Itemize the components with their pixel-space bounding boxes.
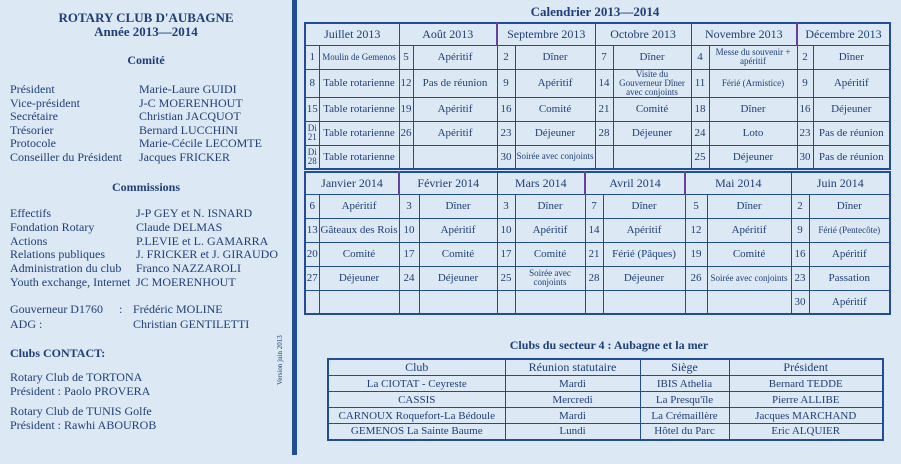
day-number: 25 xyxy=(691,145,709,169)
commission-role: Actions xyxy=(10,233,48,248)
day-number: 5 xyxy=(685,194,707,218)
day-number: 11 xyxy=(691,69,709,97)
comite-name: Marie-Laure GUIDI xyxy=(139,82,237,96)
event-cell: Passation xyxy=(809,266,890,290)
event-cell: Messe du souvenir + apéritif xyxy=(709,45,797,69)
event-cell: Déjeuner xyxy=(613,121,691,145)
club-cell: La Crémaillère xyxy=(640,408,729,424)
event-cell: Table rotarienne xyxy=(319,97,399,121)
info-panel: ROTARY CLUB D'AUBAGNE Année 2013—2014 Comité Président Marie-Laure GUIDI Vice-président J-C MOERENHOUT Secrétaire Christian JACQUOT Trésorier Bernard LUCCHINI Protocole Marie-Cécile LECOMTE Conseiller du Président Jacques FRICKER Commissions Effectifs J-P GEY et N. ISNARD Fondation Rotary Claude DELMAS Actions P.LEVIE et L. GAMARRA Relations publiques J. FRICKER et J. GIRAUDO Administration du club Franco NAZZAROLI Youth exchange, Internet JC MOERENHOUT Gouverneur D1760 : Frédéric MOLINE ADG : Christian GENTILETTI Clubs CONTACT: Rotary Club de TORTONA Président : Paolo PROVERA Rotary Club de TUNIS Golfe Président : Rawhi ABOUROB Version juin 2013 xyxy=(0,0,292,464)
club-row xyxy=(328,424,883,440)
event-cell: Comité xyxy=(515,242,585,266)
event-cell: Déjeuner xyxy=(603,266,685,290)
calendar-title: Calendrier 2013—2014 xyxy=(530,4,660,19)
month-header: Novembre 2013 xyxy=(691,23,797,45)
club-cell: IBIS Athelia xyxy=(640,376,729,392)
month-header: Août 2013 xyxy=(399,23,497,45)
month-header: Avril 2014 xyxy=(585,172,685,194)
day-number: 28 xyxy=(585,266,603,290)
day-number: 4 xyxy=(691,45,709,69)
clubs-header-cell: Président xyxy=(729,359,883,376)
day-number xyxy=(595,145,613,169)
day-number: 9 xyxy=(497,69,515,97)
day-number xyxy=(685,290,707,314)
day-number: 2 xyxy=(791,194,809,218)
event-cell: Déjeuner xyxy=(319,266,399,290)
day-number: 14 xyxy=(595,69,613,97)
month-header: Mars 2014 xyxy=(497,172,585,194)
event-cell: Apéritif xyxy=(603,218,685,242)
commission-name: P.LEVIE et L. GAMARRA xyxy=(136,233,269,248)
clubs-title: Clubs du secteur 4 : Aubagne et la mer xyxy=(509,338,709,352)
event-cell xyxy=(603,290,685,314)
day-number: 17 xyxy=(399,242,419,266)
day-number: 9 xyxy=(791,218,809,242)
day-number: 2 xyxy=(497,45,515,69)
day-number: Di 28 xyxy=(305,145,319,169)
commission-role: Administration du club xyxy=(10,261,122,276)
day-number xyxy=(497,290,515,314)
day-number: 16 xyxy=(791,242,809,266)
commission-role: Fondation Rotary xyxy=(10,219,95,234)
calendar-panel xyxy=(297,0,901,464)
day-number: 12 xyxy=(399,69,413,97)
comite-role: Vice-président xyxy=(10,95,80,110)
day-number: 21 xyxy=(585,242,603,266)
day-number: 26 xyxy=(399,121,413,145)
event-cell: Moulin de Gemenos xyxy=(319,45,399,69)
commissions-heading: Commissions xyxy=(111,180,180,194)
calendar-week-row xyxy=(305,45,890,69)
event-cell: Pas de réunion xyxy=(413,69,497,97)
commission-name: Claude DELMAS xyxy=(136,219,223,234)
event-cell: Dîner xyxy=(813,45,890,69)
event-cell xyxy=(419,290,497,314)
event-cell: Férié (Pentecôte) xyxy=(809,218,890,242)
event-cell: Visite du Gouverneur Dîner avec conjoints xyxy=(613,69,691,97)
day-number: 2 xyxy=(797,45,813,69)
commission-role: Relations publiques xyxy=(10,247,105,262)
event-cell: Soirée avec conjoints xyxy=(707,266,791,290)
day-number: 3 xyxy=(497,194,515,218)
event-cell: Apéritif xyxy=(319,194,399,218)
day-number: 1 xyxy=(305,45,319,69)
day-number: 10 xyxy=(497,218,515,242)
contact-president-1: Président : Paolo PROVERA xyxy=(10,384,151,398)
club-cell: Hôtel du Parc xyxy=(640,424,729,440)
day-number: 23 xyxy=(791,266,809,290)
comite-name: Christian JACQUOT xyxy=(139,109,241,124)
comite-name: Bernard LUCCHINI xyxy=(139,122,238,137)
commission-name: J-P GEY et N. ISNARD xyxy=(136,206,253,220)
commission-name: JC MOERENHOUT xyxy=(136,275,236,289)
month-header: Juillet 2013 xyxy=(305,23,399,45)
day-number: 19 xyxy=(685,242,707,266)
day-number: 16 xyxy=(497,97,515,121)
event-cell: Dîner xyxy=(603,194,685,218)
calendar-table-bottom xyxy=(304,171,891,315)
club-cell: CARNOUX Roquefort-La Bédoule xyxy=(328,408,505,424)
event-cell: Férié (Armistice) xyxy=(709,69,797,97)
month-header: Octobre 2013 xyxy=(595,23,691,45)
contact-heading: Clubs CONTACT: xyxy=(10,346,106,360)
event-cell: Soirée avec conjoints xyxy=(515,266,585,290)
clubs-header-cell: Réunion statutaire xyxy=(505,359,640,376)
event-cell: Dîner xyxy=(515,45,595,69)
event-cell: Apéritif xyxy=(413,45,497,69)
event-cell: Comité xyxy=(419,242,497,266)
calendar-week-row xyxy=(305,69,890,97)
commission-name: J. FRICKER et J. GIRAUDO xyxy=(136,247,279,262)
event-cell xyxy=(613,145,691,169)
comite-role: Secrétaire xyxy=(10,109,58,124)
commission-name: Franco NAZZAROLI xyxy=(136,261,241,276)
event-cell: Pas de réunion xyxy=(813,121,890,145)
comite-role: Protocole xyxy=(10,136,56,151)
event-cell: Dîner xyxy=(809,194,890,218)
day-number: 3 xyxy=(399,194,419,218)
club-cell: La Presqu'île xyxy=(640,392,729,408)
day-number: 7 xyxy=(595,45,613,69)
event-cell: Apéritif xyxy=(707,218,791,242)
event-cell xyxy=(515,290,585,314)
calendar-week-row xyxy=(305,121,890,145)
event-cell xyxy=(319,290,399,314)
day-number: Di 21 xyxy=(305,121,319,145)
event-cell xyxy=(413,145,497,169)
comite-name: Jacques FRICKER xyxy=(139,150,230,164)
day-number: 19 xyxy=(399,97,413,121)
event-cell: Apéritif xyxy=(813,69,890,97)
clubs-table xyxy=(327,358,884,441)
day-number: 16 xyxy=(797,97,813,121)
event-cell: Déjeuner xyxy=(515,121,595,145)
day-number: 10 xyxy=(399,218,419,242)
event-cell: Déjeuner xyxy=(813,97,890,121)
month-header: Février 2014 xyxy=(399,172,497,194)
event-cell: Loto xyxy=(709,121,797,145)
calendar-week-row xyxy=(305,97,890,121)
event-cell: Soirée avec conjoints xyxy=(515,145,595,169)
event-cell: Apéritif xyxy=(809,242,890,266)
day-number: 15 xyxy=(305,97,319,121)
day-number: 30 xyxy=(797,145,813,169)
comite-role: Conseiller du Président xyxy=(10,150,122,164)
club-row xyxy=(328,408,883,424)
calendar-table-top xyxy=(304,22,891,170)
event-cell: Apéritif xyxy=(515,218,585,242)
calendar-week-row xyxy=(305,290,890,314)
comite-name: Marie-Cécile LECOMTE xyxy=(139,136,262,151)
club-cell: Bernard TEDDE xyxy=(729,376,883,392)
day-number: 28 xyxy=(595,121,613,145)
calendar-week-row xyxy=(305,194,890,218)
calendar-week-row xyxy=(305,218,890,242)
day-number: 7 xyxy=(585,194,603,218)
year-title: Année 2013—2014 xyxy=(94,24,198,39)
version-note: Version juin 2013 xyxy=(276,335,284,385)
comite-role: Président xyxy=(10,82,55,96)
day-number: 12 xyxy=(685,218,707,242)
club-cell: La CIOTAT - Ceyreste xyxy=(328,376,505,392)
day-number: 25 xyxy=(497,266,515,290)
day-number: 24 xyxy=(399,266,419,290)
event-cell: Comité xyxy=(613,97,691,121)
event-cell: Table rotarienne xyxy=(319,69,399,97)
club-cell: Jacques MARCHAND xyxy=(729,408,883,424)
event-cell: Table rotarienne xyxy=(319,121,399,145)
day-number: 24 xyxy=(691,121,709,145)
club-cell: Mercredi xyxy=(505,392,640,408)
club-row xyxy=(328,392,883,408)
day-number: 26 xyxy=(685,266,707,290)
month-header: Septembre 2013 xyxy=(497,23,595,45)
event-cell: Apéritif xyxy=(419,218,497,242)
event-cell: Comité xyxy=(707,242,791,266)
day-number: 17 xyxy=(497,242,515,266)
day-number: 9 xyxy=(797,69,813,97)
month-header: Juin 2014 xyxy=(791,172,890,194)
comite-role: Trésorier xyxy=(10,122,54,137)
day-number: 23 xyxy=(797,121,813,145)
commission-role: Effectifs xyxy=(10,206,52,220)
event-cell: Gâteaux des Rois xyxy=(319,218,399,242)
day-number: 8 xyxy=(305,69,319,97)
comite-heading: Comité xyxy=(127,53,165,67)
calendar-week-row xyxy=(305,242,890,266)
club-cell: Mardi xyxy=(505,376,640,392)
club-cell: CASSIS xyxy=(328,392,505,408)
day-number: 14 xyxy=(585,218,603,242)
day-number: 21 xyxy=(595,97,613,121)
day-number: 5 xyxy=(399,45,413,69)
day-number: 23 xyxy=(497,121,515,145)
event-cell: Comité xyxy=(515,97,595,121)
event-cell xyxy=(707,290,791,314)
day-number: 27 xyxy=(305,266,319,290)
event-cell: Dîner xyxy=(515,194,585,218)
event-cell: Dîner xyxy=(709,97,797,121)
club-cell: Pierre ALLIBE xyxy=(729,392,883,408)
contact-president-2: Président : Rawhi ABOUROB xyxy=(10,418,157,432)
day-number xyxy=(399,145,413,169)
event-cell: Déjeuner xyxy=(709,145,797,169)
club-cell: Lundi xyxy=(505,424,640,440)
day-number: 18 xyxy=(691,97,709,121)
event-cell: Pas de réunion xyxy=(813,145,890,169)
event-cell: Apéritif xyxy=(515,69,595,97)
contact-club-1: Rotary Club de TORTONA xyxy=(10,370,143,384)
calendar-week-row xyxy=(305,145,890,169)
event-cell: Apéritif xyxy=(413,97,497,121)
event-cell: Dîner xyxy=(419,194,497,218)
day-number xyxy=(399,290,419,314)
club-title: ROTARY CLUB D'AUBAGNE xyxy=(58,10,234,25)
comite-name: J-C MOERENHOUT xyxy=(139,95,243,110)
month-header: Mai 2014 xyxy=(685,172,791,194)
event-cell: Comité xyxy=(319,242,399,266)
clubs-header-cell: Siège xyxy=(640,359,729,376)
day-number xyxy=(585,290,603,314)
event-cell: Dîner xyxy=(613,45,691,69)
event-cell: Apéritif xyxy=(413,121,497,145)
club-cell: Mardi xyxy=(505,408,640,424)
event-cell: Déjeuner xyxy=(419,266,497,290)
event-cell: Table rotarienne xyxy=(319,145,399,169)
calendar-week-row xyxy=(305,266,890,290)
event-cell: Dîner xyxy=(707,194,791,218)
day-number: 13 xyxy=(305,218,319,242)
clubs-header-cell: Club xyxy=(328,359,505,376)
day-number: 30 xyxy=(791,290,809,314)
month-header: Décembre 2013 xyxy=(797,23,890,45)
commission-role: Youth exchange, Internet xyxy=(10,275,131,289)
day-number: 6 xyxy=(305,194,319,218)
club-row xyxy=(328,376,883,392)
event-cell: Férié (Pâques) xyxy=(603,242,685,266)
club-cell: Eric ALQUIER xyxy=(729,424,883,440)
event-cell: Apéritif xyxy=(809,290,890,314)
club-cell: GEMENOS La Sainte Baume xyxy=(328,424,505,440)
day-number: 30 xyxy=(497,145,515,169)
day-number: 20 xyxy=(305,242,319,266)
day-number xyxy=(305,290,319,314)
contact-club-2: Rotary Club de TUNIS Golfe xyxy=(10,404,152,418)
month-header: Janvier 2014 xyxy=(305,172,399,194)
